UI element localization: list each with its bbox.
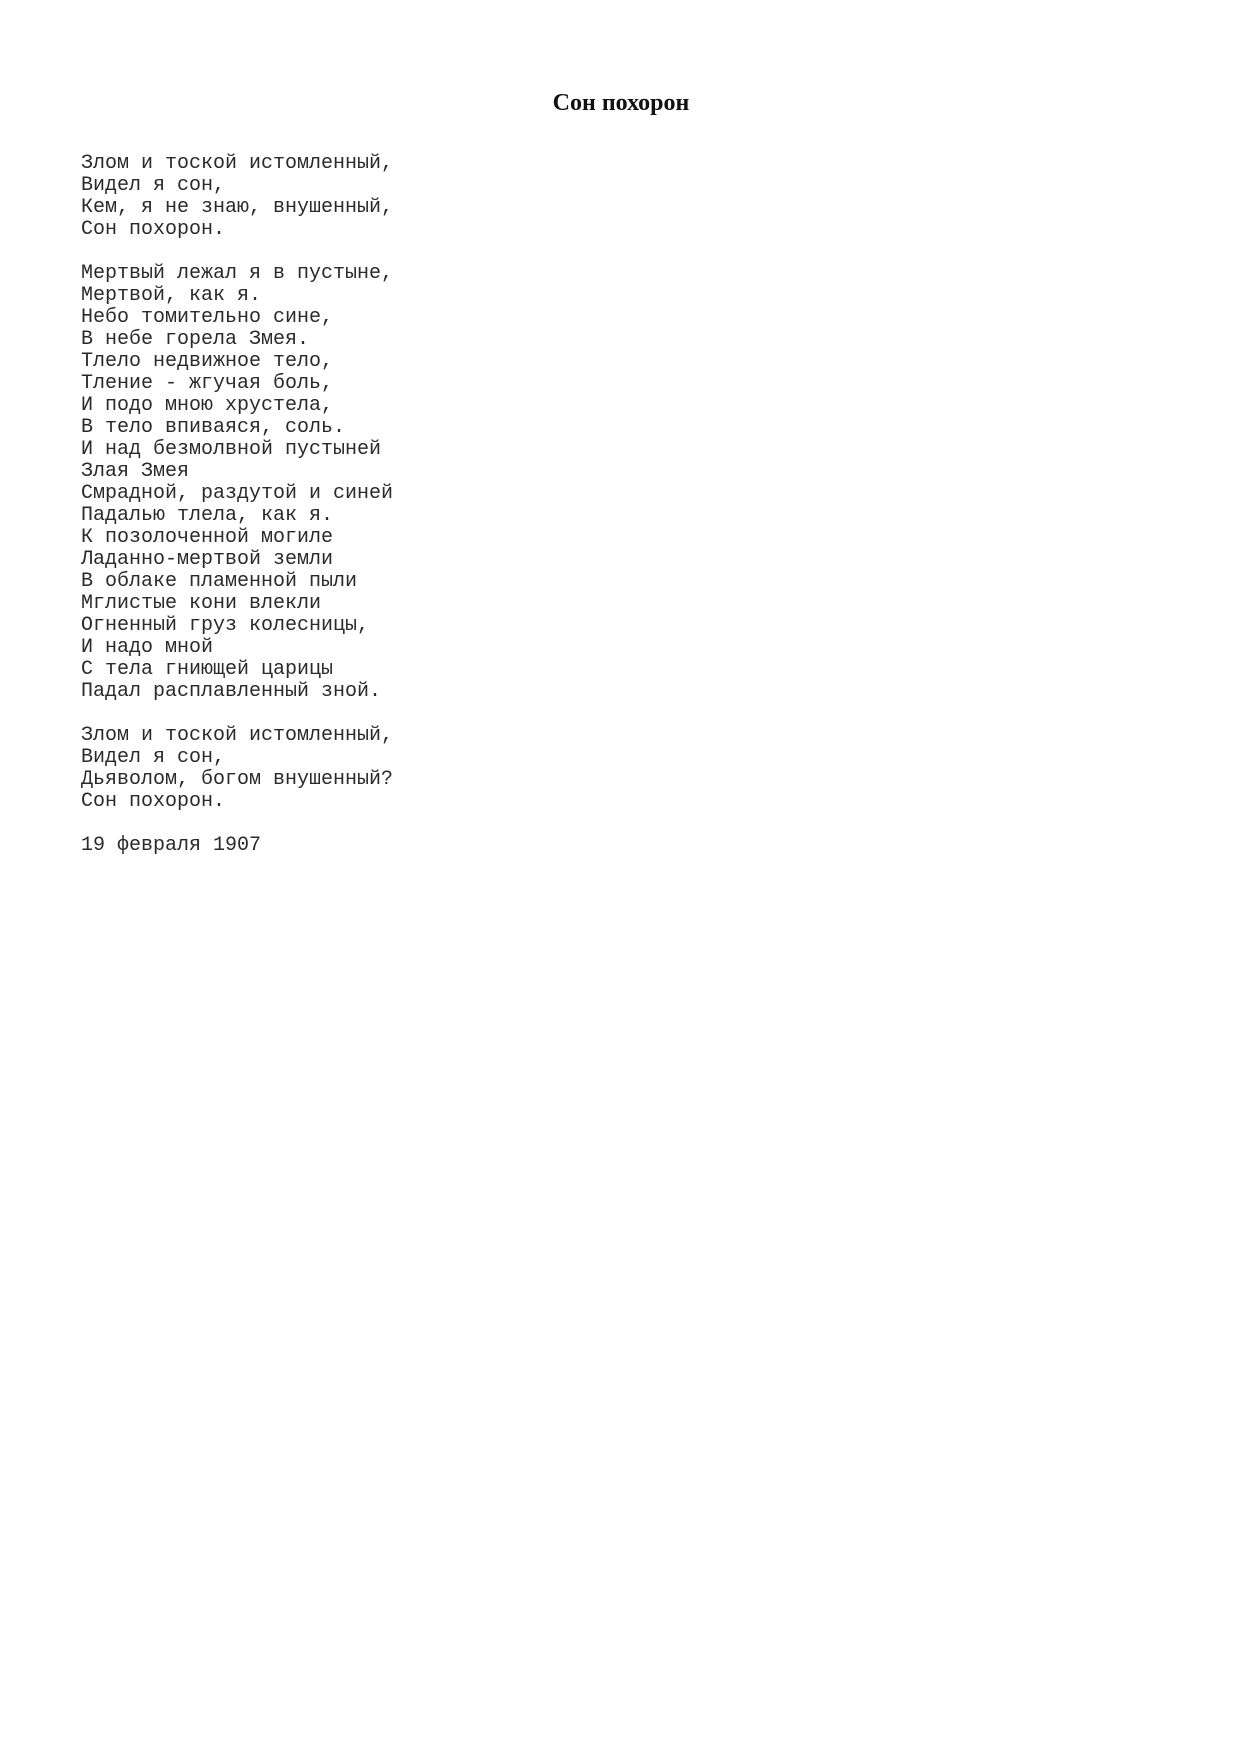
poem-line: Ладанно-мертвой земли: [81, 548, 334, 571]
poem-line: Злая Змея: [81, 460, 190, 483]
poem-line: Падалью тлела, как я.: [81, 504, 334, 527]
poem-line: Кем, я не знаю, внушенный,: [81, 196, 394, 219]
poem-line: И подо мною хрустела,: [81, 394, 334, 417]
poem-line: Дьяволом, богом внушенный?: [81, 768, 394, 791]
poem-line: В облаке пламенной пыли: [81, 570, 358, 593]
poem-date: 19 февраля 1907: [81, 834, 262, 857]
poem-line: Тление - жгучая боль,: [81, 372, 334, 395]
poem-line: Тлело недвижное тело,: [81, 350, 334, 373]
poem-line: Злом и тоской истомленный,: [81, 724, 394, 747]
poem-line: Падал расплавленный зной.: [81, 680, 382, 703]
poem-line: И надо мной: [81, 636, 214, 659]
poem-line: Мертвый лежал я в пустыне,: [81, 262, 394, 285]
stanza-1: [81, 153, 981, 241]
poem-line: С тела гниющей царицы: [81, 658, 334, 681]
poem-line: Сон похорон.: [81, 790, 226, 813]
poem-line: Мертвой, как я.: [81, 284, 262, 307]
poem-line: Небо томительно сине,: [81, 306, 334, 329]
poem-body: [81, 153, 981, 857]
stanza-3: [81, 725, 981, 813]
poem-line: Злом и тоской истомленный,: [81, 152, 394, 175]
poem-line: Смрадной, раздутой и синей: [81, 482, 394, 505]
poem-line: И над безмолвной пустыней: [81, 438, 382, 461]
poem-line: К позолоченной могиле: [81, 526, 334, 549]
poem-line: Мглистые кони влекли: [81, 592, 322, 615]
poem-line: В тело впиваяся, соль.: [81, 416, 346, 439]
poem-line: Огненный груз колесницы,: [81, 614, 370, 637]
poem-line: Видел я сон,: [81, 174, 226, 197]
poem-line: В небе горела Змея.: [81, 328, 310, 351]
stanza-2: [81, 263, 981, 703]
poem-title: Сон похорон: [552, 90, 690, 116]
poem-line: Видел я сон,: [81, 746, 226, 769]
poem-line: Сон похорон.: [81, 218, 226, 241]
